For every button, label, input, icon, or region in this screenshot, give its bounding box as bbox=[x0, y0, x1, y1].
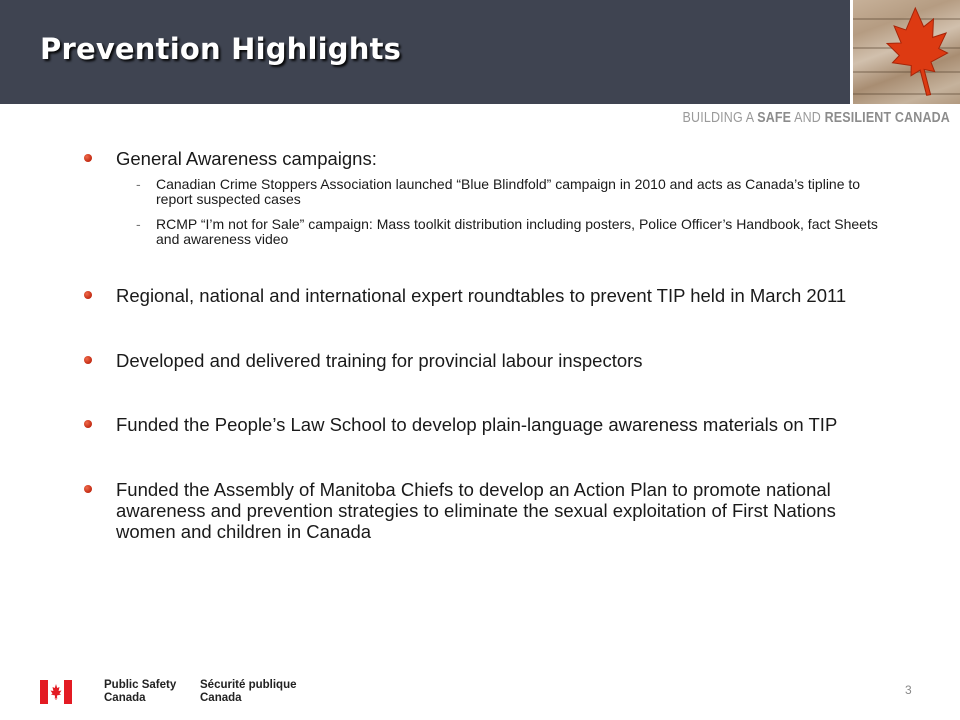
bullet-text: Funded the Assembly of Manitoba Chiefs to develop an Action Plan to promote national awareness and prevention strategies to eliminate the sexual exploitation of First Nations women and children in Canada bbox=[116, 479, 836, 542]
page-number: 3 bbox=[905, 683, 912, 697]
tagline-safe: SAFE bbox=[757, 110, 792, 126]
page-title: Prevention Highlights bbox=[40, 32, 402, 66]
sub-bullet-text: RCMP “I’m not for Sale” campaign: Mass toolkit distribution including posters, Police Officer’s Handbook, fact Sheets and awareness video bbox=[156, 216, 878, 247]
bullet-list bbox=[80, 148, 880, 542]
bullet-item bbox=[80, 148, 880, 169]
sub-bullet-item bbox=[80, 177, 880, 207]
tagline-resilient: RESILIENT CANADA bbox=[824, 110, 950, 126]
bullet-item bbox=[80, 414, 880, 435]
bullet-text: General Awareness campaigns: bbox=[116, 148, 377, 169]
bullet-item bbox=[80, 285, 880, 306]
dept-name-french: Sécurité publique Canada bbox=[200, 679, 297, 704]
tagline-and: AND bbox=[791, 110, 825, 126]
bullet-text: Funded the People’s Law School to develop plain-language awareness materials on TIP bbox=[116, 414, 838, 435]
bullet-text: Developed and delivered training for provincial labour inspectors bbox=[116, 350, 643, 371]
bullet-dot-icon bbox=[84, 356, 92, 364]
bullet-dot-icon bbox=[84, 485, 92, 493]
canada-flag-icon bbox=[40, 680, 72, 704]
bullet-text: Regional, national and international expert roundtables to prevent TIP held in March 2011 bbox=[116, 285, 847, 306]
maple-leaf-photo bbox=[853, 0, 960, 104]
dash-icon: - bbox=[136, 176, 141, 192]
dash-icon: - bbox=[136, 216, 141, 232]
tagline-prefix: BUILDING A bbox=[682, 110, 758, 126]
sub-bullet-item bbox=[80, 217, 880, 247]
bullet-dot-icon bbox=[84, 420, 92, 428]
tagline bbox=[683, 110, 950, 126]
bullet-item bbox=[80, 350, 880, 371]
sub-bullet-text: Canadian Crime Stoppers Association launched “Blue Blindfold” campaign in 2010 and acts as Canada’s tipline to report suspected cases bbox=[156, 176, 861, 207]
maple-leaf-icon bbox=[853, 0, 960, 104]
bullet-dot-icon bbox=[84, 154, 92, 162]
bullet-dot-icon bbox=[84, 291, 92, 299]
bullet-item bbox=[80, 479, 880, 542]
dept-name-english: Public Safety Canada bbox=[104, 679, 177, 704]
